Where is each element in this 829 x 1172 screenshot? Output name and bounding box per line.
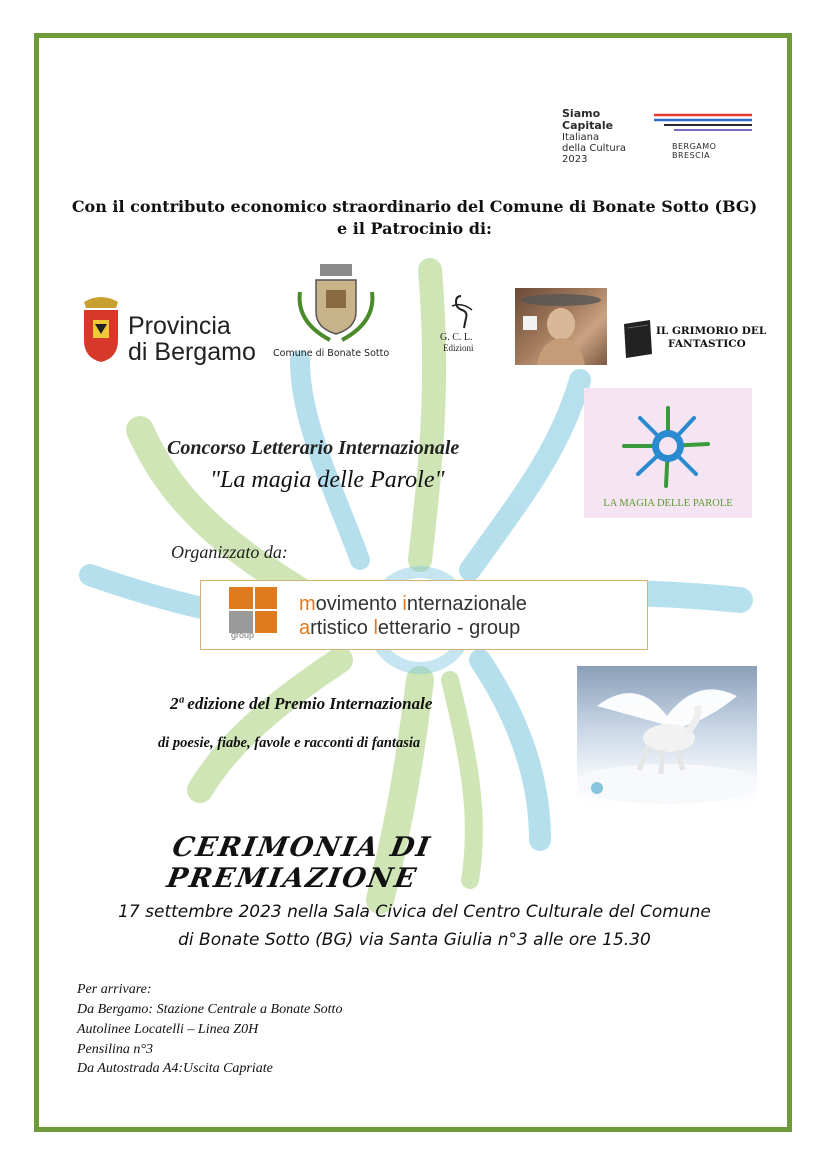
contest-title: Concorso Letterario Internazionale — [167, 437, 460, 459]
sculpture-photo — [515, 288, 607, 365]
directions-heading: Per arrivare: — [77, 982, 152, 997]
capitale-city1: BERGAMO — [672, 142, 717, 151]
mial-logo-sub: group — [231, 630, 255, 640]
capitale-stripes-icon — [654, 112, 752, 132]
mial-line2-c: l — [373, 617, 378, 639]
provincia-line1: Provincia — [128, 312, 231, 340]
magia-logo — [584, 388, 752, 518]
grimorio-line1: IL GRIMORIO DEL — [656, 325, 767, 337]
magia-logo-label: LA MAGIA DELLE PAROLE — [603, 498, 733, 509]
edition-line1: 2ª edizione del Premio Internazionale — [170, 694, 433, 713]
capitale-line3: Italiana — [562, 132, 600, 143]
ceremony-line1: 17 settembre 2023 nella Sala Civica del Centro Culturale del Comune — [118, 902, 711, 922]
provincia-line2: di Bergamo — [128, 338, 256, 366]
gcl-line1: G. C. L. — [440, 332, 473, 343]
mial-line1-b: ovimento — [315, 593, 403, 615]
gcl-line2: Edizioni — [443, 343, 474, 353]
grimorio-line2: FANTASTICO — [668, 338, 746, 350]
capitale-cultura-logo — [562, 108, 762, 168]
edition-line2: di poesie, fiabe, favole e racconti di fantasia — [158, 735, 421, 751]
directions-item: Pensilina n°3 — [77, 1042, 153, 1057]
organizer-label: Organizzato da: — [171, 542, 288, 562]
contest-subtitle: "La magia delle Parole" — [210, 467, 445, 493]
sculpture-figure-icon — [515, 288, 607, 365]
directions-item: Da Autostrada A4:Uscita Capriate — [77, 1061, 273, 1076]
capitale-line2: Capitale — [562, 119, 614, 132]
directions-item: Autolinee Locatelli – Linea Z0H — [77, 1022, 259, 1037]
mial-logo-box — [200, 580, 648, 650]
capitale-line5: 2023 — [562, 154, 588, 165]
mial-line1 — [299, 593, 527, 616]
mial-line1-d: nternazionale — [406, 593, 527, 615]
pegasus-icon — [577, 666, 757, 804]
flamingo-icon — [446, 292, 476, 330]
ceremony-line2: di Bonate Sotto (BG) via Santa Giulia n°3 alle ore 15.30 — [178, 930, 651, 950]
directions-item: Da Bergamo: Stazione Centrale a Bonate Sotto — [77, 1002, 343, 1017]
mial-line2 — [299, 617, 520, 640]
ceremony-title: CERIMONIA DI PREMIAZIONE — [164, 832, 434, 894]
pegasus-image — [577, 666, 757, 804]
mial-line2-a: a — [299, 617, 311, 639]
capitale-line1: Siamo — [562, 107, 601, 120]
book-icon — [620, 318, 656, 360]
magia-sun-icon — [584, 388, 752, 498]
contributo-line1: Con il contributo economico straordinario del Comune di Bonate Sotto (BG) — [71, 197, 758, 216]
mial-line1-c: i — [402, 593, 407, 615]
comune-label: Comune di Bonate Sotto — [273, 348, 390, 359]
capitale-city2: BRESCIA — [672, 151, 711, 160]
mial-line1-a: m — [299, 593, 316, 615]
contributo-line2: e il Patrocinio di: — [337, 219, 492, 238]
mial-line2-b: rtistico — [310, 617, 374, 639]
capitale-line4: della Cultura — [562, 143, 626, 154]
mial-line2-d: etterario - group — [377, 617, 521, 639]
provincia-crest-icon — [80, 292, 122, 364]
comune-crest-icon — [290, 262, 382, 344]
